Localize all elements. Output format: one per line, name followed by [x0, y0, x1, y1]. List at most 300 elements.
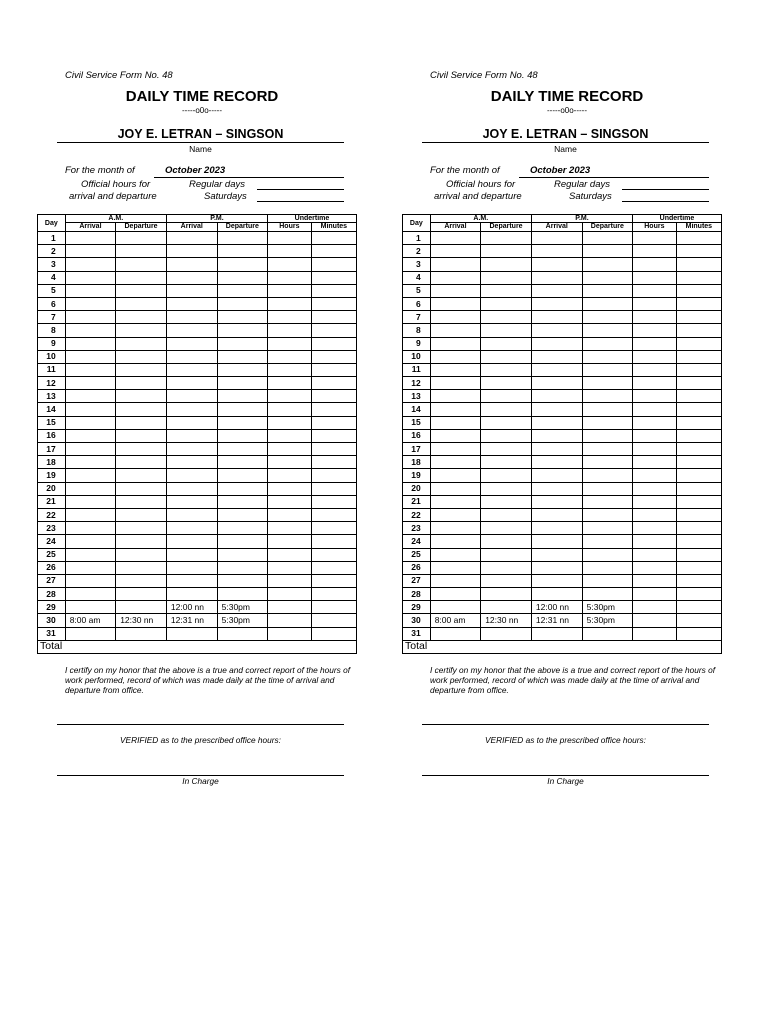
- employee-signature-line[interactable]: [57, 724, 344, 725]
- undertime-hours-cell[interactable]: [632, 614, 676, 627]
- undertime-minutes-cell[interactable]: [676, 377, 721, 390]
- am-arrival-cell[interactable]: [65, 350, 116, 363]
- pm-departure-cell[interactable]: [582, 297, 632, 310]
- pm-arrival-cell[interactable]: [531, 443, 582, 456]
- am-departure-cell[interactable]: [116, 271, 167, 284]
- am-arrival-cell[interactable]: [65, 363, 116, 376]
- am-departure-cell[interactable]: [481, 443, 532, 456]
- undertime-hours-cell[interactable]: [267, 297, 311, 310]
- undertime-hours-cell[interactable]: [632, 390, 676, 403]
- am-arrival-cell[interactable]: [430, 324, 481, 337]
- undertime-minutes-cell[interactable]: [676, 627, 721, 640]
- undertime-minutes-cell[interactable]: [311, 324, 356, 337]
- am-arrival-cell[interactable]: [65, 601, 116, 614]
- undertime-minutes-cell[interactable]: [676, 363, 721, 376]
- undertime-hours-cell[interactable]: [267, 614, 311, 627]
- am-departure-cell[interactable]: [116, 469, 167, 482]
- undertime-minutes-cell[interactable]: [311, 614, 356, 627]
- pm-departure-cell[interactable]: [217, 429, 267, 442]
- pm-arrival-cell[interactable]: [531, 337, 582, 350]
- am-arrival-cell[interactable]: [430, 548, 481, 561]
- undertime-hours-cell[interactable]: [267, 429, 311, 442]
- am-arrival-cell[interactable]: [430, 350, 481, 363]
- pm-departure-cell[interactable]: [217, 232, 267, 245]
- undertime-hours-cell[interactable]: [267, 469, 311, 482]
- pm-arrival-cell[interactable]: 12:00 nn: [166, 601, 217, 614]
- pm-arrival-cell[interactable]: [166, 495, 217, 508]
- am-departure-cell[interactable]: [481, 271, 532, 284]
- pm-arrival-cell[interactable]: [166, 311, 217, 324]
- undertime-hours-cell[interactable]: [632, 522, 676, 535]
- pm-departure-cell[interactable]: [217, 456, 267, 469]
- pm-departure-cell[interactable]: [217, 403, 267, 416]
- pm-departure-cell[interactable]: [217, 245, 267, 258]
- am-arrival-cell[interactable]: [430, 508, 481, 521]
- undertime-hours-cell[interactable]: [632, 284, 676, 297]
- undertime-minutes-cell[interactable]: [676, 443, 721, 456]
- undertime-hours-cell[interactable]: [267, 456, 311, 469]
- pm-arrival-cell[interactable]: [531, 324, 582, 337]
- pm-arrival-cell[interactable]: [531, 350, 582, 363]
- undertime-hours-cell[interactable]: [632, 535, 676, 548]
- am-departure-cell[interactable]: [481, 297, 532, 310]
- pm-arrival-cell[interactable]: [531, 377, 582, 390]
- pm-arrival-cell[interactable]: [166, 271, 217, 284]
- undertime-hours-cell[interactable]: [632, 443, 676, 456]
- undertime-minutes-cell[interactable]: [311, 403, 356, 416]
- undertime-hours-cell[interactable]: [267, 548, 311, 561]
- pm-arrival-cell[interactable]: [166, 627, 217, 640]
- pm-departure-cell[interactable]: 5:30pm: [217, 614, 267, 627]
- am-departure-cell[interactable]: [116, 508, 167, 521]
- am-arrival-cell[interactable]: [430, 377, 481, 390]
- am-arrival-cell[interactable]: [430, 588, 481, 601]
- am-arrival-cell[interactable]: [65, 311, 116, 324]
- am-departure-cell[interactable]: [116, 403, 167, 416]
- pm-departure-cell[interactable]: 5:30pm: [582, 601, 632, 614]
- undertime-minutes-cell[interactable]: [676, 245, 721, 258]
- undertime-minutes-cell[interactable]: [311, 377, 356, 390]
- undertime-minutes-cell[interactable]: [311, 337, 356, 350]
- pm-arrival-cell[interactable]: [531, 284, 582, 297]
- am-departure-cell[interactable]: [116, 456, 167, 469]
- am-departure-cell[interactable]: [481, 258, 532, 271]
- undertime-hours-cell[interactable]: [632, 548, 676, 561]
- pm-arrival-cell[interactable]: [166, 574, 217, 587]
- am-arrival-cell[interactable]: [65, 403, 116, 416]
- pm-arrival-cell[interactable]: [166, 245, 217, 258]
- pm-departure-cell[interactable]: [582, 456, 632, 469]
- pm-departure-cell[interactable]: [217, 469, 267, 482]
- undertime-hours-cell[interactable]: [632, 403, 676, 416]
- am-arrival-cell[interactable]: [65, 271, 116, 284]
- undertime-hours-cell[interactable]: [267, 535, 311, 548]
- pm-arrival-cell[interactable]: [531, 271, 582, 284]
- pm-arrival-cell[interactable]: [531, 627, 582, 640]
- am-departure-cell[interactable]: [481, 548, 532, 561]
- undertime-minutes-cell[interactable]: [676, 324, 721, 337]
- pm-departure-cell[interactable]: [582, 627, 632, 640]
- undertime-hours-cell[interactable]: [267, 377, 311, 390]
- pm-arrival-cell[interactable]: [166, 469, 217, 482]
- am-arrival-cell[interactable]: [65, 390, 116, 403]
- undertime-hours-cell[interactable]: [632, 377, 676, 390]
- pm-departure-cell[interactable]: [582, 232, 632, 245]
- undertime-minutes-cell[interactable]: [311, 548, 356, 561]
- pm-departure-cell[interactable]: [582, 482, 632, 495]
- am-departure-cell[interactable]: [481, 284, 532, 297]
- am-departure-cell[interactable]: [116, 245, 167, 258]
- am-arrival-cell[interactable]: [65, 443, 116, 456]
- am-arrival-cell[interactable]: [65, 245, 116, 258]
- pm-arrival-cell[interactable]: [531, 311, 582, 324]
- am-departure-cell[interactable]: [116, 443, 167, 456]
- am-departure-cell[interactable]: [481, 311, 532, 324]
- undertime-hours-cell[interactable]: [632, 311, 676, 324]
- am-arrival-cell[interactable]: [65, 548, 116, 561]
- undertime-hours-cell[interactable]: [632, 601, 676, 614]
- undertime-hours-cell[interactable]: [267, 232, 311, 245]
- undertime-hours-cell[interactable]: [267, 324, 311, 337]
- pm-departure-cell[interactable]: [582, 429, 632, 442]
- am-departure-cell[interactable]: [481, 324, 532, 337]
- am-arrival-cell[interactable]: [430, 311, 481, 324]
- am-arrival-cell[interactable]: [65, 522, 116, 535]
- undertime-hours-cell[interactable]: [632, 258, 676, 271]
- pm-arrival-cell[interactable]: [166, 443, 217, 456]
- undertime-hours-cell[interactable]: [267, 403, 311, 416]
- am-arrival-cell[interactable]: [430, 495, 481, 508]
- am-departure-cell[interactable]: [481, 337, 532, 350]
- pm-departure-cell[interactable]: [217, 271, 267, 284]
- pm-arrival-cell[interactable]: [166, 482, 217, 495]
- am-departure-cell[interactable]: [116, 324, 167, 337]
- pm-arrival-cell[interactable]: [531, 588, 582, 601]
- am-departure-cell[interactable]: [116, 284, 167, 297]
- pm-departure-cell[interactable]: [217, 482, 267, 495]
- undertime-hours-cell[interactable]: [632, 324, 676, 337]
- undertime-minutes-cell[interactable]: [311, 429, 356, 442]
- undertime-hours-cell[interactable]: [267, 284, 311, 297]
- am-arrival-cell[interactable]: [430, 627, 481, 640]
- pm-arrival-cell[interactable]: [166, 232, 217, 245]
- am-departure-cell[interactable]: [481, 601, 532, 614]
- pm-arrival-cell[interactable]: [166, 350, 217, 363]
- undertime-minutes-cell[interactable]: [311, 232, 356, 245]
- undertime-hours-cell[interactable]: [267, 363, 311, 376]
- undertime-hours-cell[interactable]: [267, 561, 311, 574]
- am-arrival-cell[interactable]: [430, 561, 481, 574]
- am-departure-cell[interactable]: [481, 522, 532, 535]
- undertime-minutes-cell[interactable]: [676, 416, 721, 429]
- pm-departure-cell[interactable]: [582, 390, 632, 403]
- undertime-hours-cell[interactable]: [267, 443, 311, 456]
- regular-days-field[interactable]: [622, 189, 709, 190]
- pm-departure-cell[interactable]: [217, 297, 267, 310]
- undertime-hours-cell[interactable]: [267, 627, 311, 640]
- pm-departure-cell[interactable]: [217, 508, 267, 521]
- am-arrival-cell[interactable]: [65, 469, 116, 482]
- employee-signature-line[interactable]: [422, 724, 709, 725]
- pm-arrival-cell[interactable]: [166, 363, 217, 376]
- am-departure-cell[interactable]: [481, 495, 532, 508]
- pm-departure-cell[interactable]: [217, 350, 267, 363]
- pm-departure-cell[interactable]: [217, 363, 267, 376]
- undertime-hours-cell[interactable]: [267, 258, 311, 271]
- pm-departure-cell[interactable]: [217, 284, 267, 297]
- am-arrival-cell[interactable]: [65, 297, 116, 310]
- pm-departure-cell[interactable]: [582, 403, 632, 416]
- am-departure-cell[interactable]: [116, 548, 167, 561]
- undertime-hours-cell[interactable]: [632, 337, 676, 350]
- pm-arrival-cell[interactable]: [166, 535, 217, 548]
- pm-arrival-cell[interactable]: [531, 522, 582, 535]
- am-departure-cell[interactable]: [116, 350, 167, 363]
- undertime-hours-cell[interactable]: [632, 363, 676, 376]
- undertime-minutes-cell[interactable]: [676, 574, 721, 587]
- pm-departure-cell[interactable]: [582, 324, 632, 337]
- undertime-minutes-cell[interactable]: [676, 297, 721, 310]
- pm-arrival-cell[interactable]: [166, 258, 217, 271]
- am-arrival-cell[interactable]: [65, 232, 116, 245]
- am-departure-cell[interactable]: [116, 337, 167, 350]
- pm-arrival-cell[interactable]: [166, 377, 217, 390]
- am-departure-cell[interactable]: [481, 456, 532, 469]
- am-arrival-cell[interactable]: [430, 429, 481, 442]
- am-departure-cell[interactable]: [116, 574, 167, 587]
- pm-arrival-cell[interactable]: [531, 232, 582, 245]
- undertime-minutes-cell[interactable]: [676, 469, 721, 482]
- pm-arrival-cell[interactable]: [531, 535, 582, 548]
- pm-arrival-cell[interactable]: 12:00 nn: [531, 601, 582, 614]
- undertime-minutes-cell[interactable]: [311, 601, 356, 614]
- undertime-hours-cell[interactable]: [632, 456, 676, 469]
- pm-departure-cell[interactable]: [217, 588, 267, 601]
- undertime-minutes-cell[interactable]: [676, 403, 721, 416]
- am-arrival-cell[interactable]: [430, 482, 481, 495]
- pm-departure-cell[interactable]: [217, 390, 267, 403]
- undertime-minutes-cell[interactable]: [311, 469, 356, 482]
- pm-departure-cell[interactable]: [582, 508, 632, 521]
- undertime-hours-cell[interactable]: [632, 561, 676, 574]
- pm-departure-cell[interactable]: [217, 258, 267, 271]
- pm-arrival-cell[interactable]: [531, 390, 582, 403]
- pm-departure-cell[interactable]: [582, 588, 632, 601]
- am-arrival-cell[interactable]: [430, 271, 481, 284]
- am-departure-cell[interactable]: [481, 363, 532, 376]
- pm-departure-cell[interactable]: [217, 416, 267, 429]
- am-departure-cell[interactable]: [116, 561, 167, 574]
- pm-departure-cell[interactable]: [582, 311, 632, 324]
- undertime-hours-cell[interactable]: [267, 350, 311, 363]
- undertime-minutes-cell[interactable]: [676, 284, 721, 297]
- pm-arrival-cell[interactable]: [531, 561, 582, 574]
- pm-arrival-cell[interactable]: [166, 508, 217, 521]
- undertime-hours-cell[interactable]: [632, 469, 676, 482]
- undertime-hours-cell[interactable]: [632, 429, 676, 442]
- pm-departure-cell[interactable]: [217, 548, 267, 561]
- am-departure-cell[interactable]: [481, 561, 532, 574]
- pm-arrival-cell[interactable]: [531, 403, 582, 416]
- pm-arrival-cell[interactable]: [166, 297, 217, 310]
- am-arrival-cell[interactable]: [65, 574, 116, 587]
- am-arrival-cell[interactable]: [65, 482, 116, 495]
- undertime-hours-cell[interactable]: [267, 311, 311, 324]
- am-departure-cell[interactable]: [116, 627, 167, 640]
- undertime-minutes-cell[interactable]: [311, 416, 356, 429]
- saturdays-field[interactable]: [257, 201, 344, 202]
- am-arrival-cell[interactable]: [65, 535, 116, 548]
- pm-arrival-cell[interactable]: [166, 522, 217, 535]
- undertime-minutes-cell[interactable]: [311, 297, 356, 310]
- pm-departure-cell[interactable]: [582, 469, 632, 482]
- undertime-minutes-cell[interactable]: [311, 350, 356, 363]
- undertime-hours-cell[interactable]: [632, 574, 676, 587]
- am-arrival-cell[interactable]: [430, 258, 481, 271]
- undertime-minutes-cell[interactable]: [676, 601, 721, 614]
- undertime-hours-cell[interactable]: [632, 297, 676, 310]
- am-arrival-cell[interactable]: 8:00 am: [430, 614, 481, 627]
- am-departure-cell[interactable]: [481, 416, 532, 429]
- undertime-minutes-cell[interactable]: [676, 508, 721, 521]
- am-arrival-cell[interactable]: [430, 390, 481, 403]
- am-departure-cell[interactable]: [481, 588, 532, 601]
- am-arrival-cell[interactable]: [430, 403, 481, 416]
- undertime-hours-cell[interactable]: [267, 245, 311, 258]
- am-arrival-cell[interactable]: [430, 416, 481, 429]
- undertime-hours-cell[interactable]: [267, 337, 311, 350]
- pm-arrival-cell[interactable]: [531, 574, 582, 587]
- undertime-minutes-cell[interactable]: [676, 588, 721, 601]
- undertime-minutes-cell[interactable]: [311, 271, 356, 284]
- regular-days-field[interactable]: [257, 189, 344, 190]
- pm-arrival-cell[interactable]: [166, 456, 217, 469]
- am-arrival-cell[interactable]: [430, 522, 481, 535]
- pm-arrival-cell[interactable]: [531, 456, 582, 469]
- am-arrival-cell[interactable]: [65, 627, 116, 640]
- undertime-hours-cell[interactable]: [267, 390, 311, 403]
- undertime-minutes-cell[interactable]: [676, 522, 721, 535]
- pm-departure-cell[interactable]: [582, 350, 632, 363]
- pm-departure-cell[interactable]: [217, 574, 267, 587]
- pm-arrival-cell[interactable]: [166, 324, 217, 337]
- saturdays-field[interactable]: [622, 201, 709, 202]
- am-departure-cell[interactable]: [116, 429, 167, 442]
- am-arrival-cell[interactable]: [430, 284, 481, 297]
- pm-departure-cell[interactable]: [217, 561, 267, 574]
- am-departure-cell[interactable]: [481, 390, 532, 403]
- am-departure-cell[interactable]: [116, 522, 167, 535]
- pm-departure-cell[interactable]: [582, 363, 632, 376]
- undertime-minutes-cell[interactable]: [311, 363, 356, 376]
- pm-departure-cell[interactable]: [582, 245, 632, 258]
- am-arrival-cell[interactable]: [65, 324, 116, 337]
- undertime-hours-cell[interactable]: [632, 508, 676, 521]
- pm-arrival-cell[interactable]: [166, 548, 217, 561]
- pm-departure-cell[interactable]: [582, 535, 632, 548]
- pm-arrival-cell[interactable]: [531, 429, 582, 442]
- am-arrival-cell[interactable]: [430, 601, 481, 614]
- pm-arrival-cell[interactable]: [531, 363, 582, 376]
- pm-departure-cell[interactable]: [217, 495, 267, 508]
- undertime-minutes-cell[interactable]: [311, 482, 356, 495]
- pm-departure-cell[interactable]: [582, 495, 632, 508]
- am-departure-cell[interactable]: [116, 390, 167, 403]
- pm-arrival-cell[interactable]: [166, 561, 217, 574]
- pm-departure-cell[interactable]: [582, 258, 632, 271]
- pm-departure-cell[interactable]: [582, 337, 632, 350]
- pm-arrival-cell[interactable]: [531, 258, 582, 271]
- undertime-hours-cell[interactable]: [267, 416, 311, 429]
- am-arrival-cell[interactable]: [430, 443, 481, 456]
- undertime-hours-cell[interactable]: [632, 416, 676, 429]
- undertime-minutes-cell[interactable]: [311, 245, 356, 258]
- am-departure-cell[interactable]: [116, 311, 167, 324]
- pm-arrival-cell[interactable]: [531, 548, 582, 561]
- undertime-hours-cell[interactable]: [632, 232, 676, 245]
- pm-departure-cell[interactable]: [582, 561, 632, 574]
- am-departure-cell[interactable]: [481, 429, 532, 442]
- am-arrival-cell[interactable]: [65, 337, 116, 350]
- undertime-minutes-cell[interactable]: [311, 443, 356, 456]
- am-arrival-cell[interactable]: 8:00 am: [65, 614, 116, 627]
- pm-arrival-cell[interactable]: [166, 403, 217, 416]
- pm-departure-cell[interactable]: [217, 324, 267, 337]
- am-departure-cell[interactable]: [116, 535, 167, 548]
- undertime-minutes-cell[interactable]: [676, 232, 721, 245]
- pm-departure-cell[interactable]: [217, 522, 267, 535]
- am-arrival-cell[interactable]: [65, 416, 116, 429]
- am-arrival-cell[interactable]: [65, 561, 116, 574]
- undertime-minutes-cell[interactable]: [676, 337, 721, 350]
- undertime-hours-cell[interactable]: [267, 522, 311, 535]
- am-arrival-cell[interactable]: [430, 297, 481, 310]
- undertime-minutes-cell[interactable]: [676, 482, 721, 495]
- undertime-hours-cell[interactable]: [267, 588, 311, 601]
- am-departure-cell[interactable]: [481, 245, 532, 258]
- undertime-hours-cell[interactable]: [632, 482, 676, 495]
- pm-arrival-cell[interactable]: [531, 245, 582, 258]
- pm-arrival-cell[interactable]: [531, 482, 582, 495]
- pm-departure-cell[interactable]: [217, 311, 267, 324]
- am-departure-cell[interactable]: [116, 363, 167, 376]
- pm-departure-cell[interactable]: [217, 337, 267, 350]
- pm-arrival-cell[interactable]: [166, 284, 217, 297]
- undertime-minutes-cell[interactable]: [676, 535, 721, 548]
- am-arrival-cell[interactable]: [430, 245, 481, 258]
- undertime-minutes-cell[interactable]: [676, 561, 721, 574]
- am-arrival-cell[interactable]: [430, 363, 481, 376]
- am-arrival-cell[interactable]: [65, 284, 116, 297]
- am-arrival-cell[interactable]: [65, 429, 116, 442]
- pm-departure-cell[interactable]: [582, 443, 632, 456]
- pm-arrival-cell[interactable]: [166, 337, 217, 350]
- am-arrival-cell[interactable]: [430, 337, 481, 350]
- am-departure-cell[interactable]: [481, 350, 532, 363]
- am-departure-cell[interactable]: [481, 482, 532, 495]
- pm-departure-cell[interactable]: 5:30pm: [582, 614, 632, 627]
- am-arrival-cell[interactable]: [65, 508, 116, 521]
- pm-departure-cell[interactable]: [582, 574, 632, 587]
- undertime-hours-cell[interactable]: [632, 495, 676, 508]
- am-departure-cell[interactable]: [116, 588, 167, 601]
- undertime-hours-cell[interactable]: [632, 627, 676, 640]
- undertime-minutes-cell[interactable]: [311, 627, 356, 640]
- pm-arrival-cell[interactable]: 12:31 nn: [531, 614, 582, 627]
- am-departure-cell[interactable]: [116, 258, 167, 271]
- am-arrival-cell[interactable]: [430, 469, 481, 482]
- am-departure-cell[interactable]: [481, 535, 532, 548]
